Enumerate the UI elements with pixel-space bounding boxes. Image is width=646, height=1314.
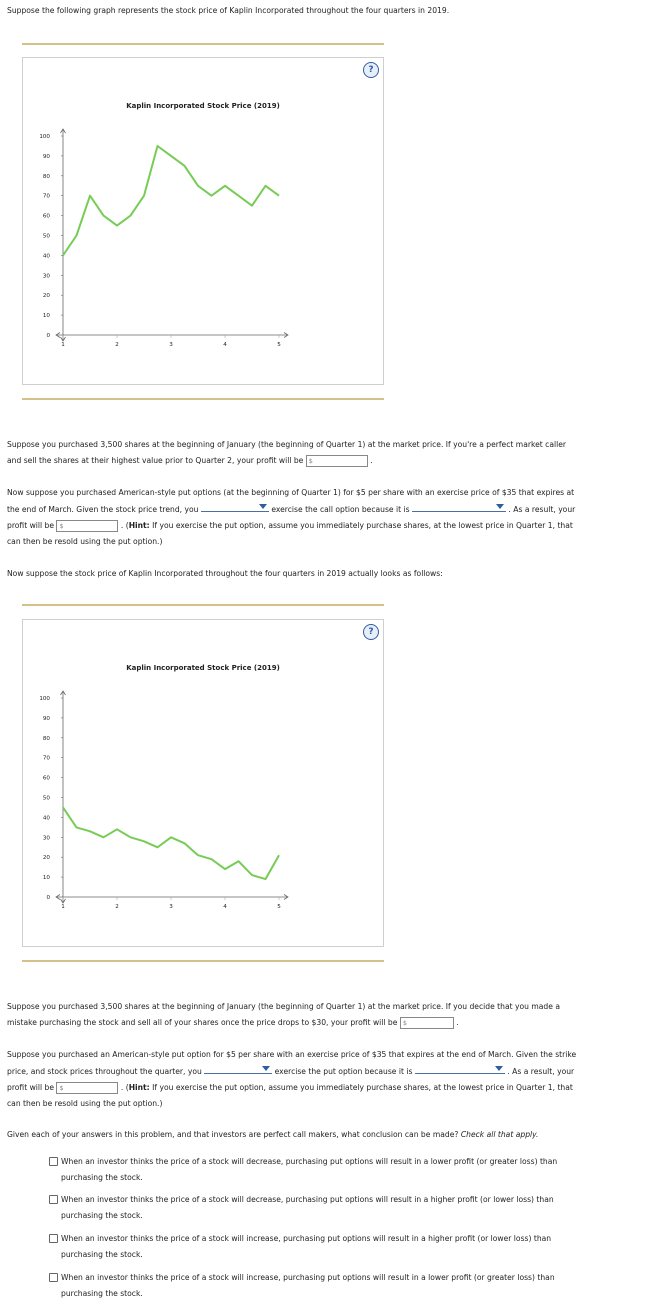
q3-text-a: Suppose you purchased 3,500 shares at the beginning of January (the beginning of Quarter 1) at the market price. If you decide that you made a xyxy=(7,1002,560,1011)
chart-panel-1 xyxy=(22,57,384,385)
conclusion-prompt xyxy=(7,1127,627,1143)
dollar-sign: $ xyxy=(59,1084,64,1092)
q2-moneyness-dropdown[interactable] xyxy=(412,501,506,512)
x-tick-label: 4 xyxy=(223,342,227,348)
q4-hint: . (Hint: If you exercise the put option, assume you immediately purchase shares, at the lowest price in Quarter 1, that xyxy=(120,1083,573,1092)
y-tick-label: 70 xyxy=(42,193,50,200)
q3-text-c: . xyxy=(456,1018,459,1027)
q4-text-c: exercise the put option because it is xyxy=(274,1067,413,1076)
chevron-down-icon xyxy=(495,1066,503,1071)
q1-text-a: Suppose you purchased 3,500 shares at the beginning of January (the beginning of Quarter 1) at the market price. If you're a perfect market caller xyxy=(7,440,567,449)
question-1 xyxy=(7,437,627,469)
x-tick-label: 3 xyxy=(169,904,173,910)
option-text: purchasing the stock. xyxy=(61,1211,143,1220)
option-1[interactable] xyxy=(61,1154,591,1186)
option-2[interactable] xyxy=(61,1192,591,1224)
q2-text-e: profit will be xyxy=(7,521,55,530)
option-text: When an investor thinks the price of a stock will decrease, purchasing put options will result in a lower profit (or greater loss) than xyxy=(61,1157,558,1166)
hint-text: If you exercise the put option, assume you immediately purchase shares, at the lowest price in Quarter 1, that xyxy=(152,1083,573,1092)
q1-text-c: . xyxy=(370,456,373,465)
price-chart-1 xyxy=(23,58,383,384)
checkbox[interactable] xyxy=(49,1273,58,1282)
chart-panel-2 xyxy=(22,619,384,947)
q2-text-d: . As a result, your xyxy=(508,505,576,514)
option-4[interactable] xyxy=(61,1270,591,1302)
chart-title: Kaplin Incorporated Stock Price (2019) xyxy=(126,664,280,672)
help-button[interactable]: ? xyxy=(363,62,379,78)
option-text: purchasing the stock. xyxy=(61,1289,143,1298)
option-text: When an investor thinks the price of a stock will increase, purchasing put options will result in a higher profit (or lower loss) than xyxy=(61,1234,552,1243)
q4-exercise-dropdown[interactable] xyxy=(204,1063,272,1074)
y-tick-label: 70 xyxy=(42,755,50,762)
y-tick-label: 40 xyxy=(42,253,50,260)
option-text: When an investor thinks the price of a stock will increase, purchasing put options will result in a lower profit (or greater loss) than xyxy=(61,1273,555,1282)
y-tick-label: 80 xyxy=(42,735,50,742)
price-line xyxy=(63,146,279,255)
option-text: purchasing the stock. xyxy=(61,1250,143,1259)
checkbox[interactable] xyxy=(49,1234,58,1243)
question-3 xyxy=(7,999,627,1031)
help-button[interactable]: ? xyxy=(363,624,379,640)
q4-text-e: profit will be xyxy=(7,1083,55,1092)
y-tick-label: 40 xyxy=(42,815,50,822)
hint-label: Hint: xyxy=(128,1083,150,1092)
y-tick-label: 60 xyxy=(42,775,50,782)
q1-text-b: and sell the shares at their highest value prior to Quarter 2, your profit will be xyxy=(7,456,304,465)
actual-intro-text: Now suppose the stock price of Kaplin Incorporated throughout the four quarters in 2019 actually looks as follows: xyxy=(7,569,443,578)
y-tick-label: 100 xyxy=(39,696,50,702)
divider-line xyxy=(22,398,384,400)
x-tick-label: 2 xyxy=(115,904,119,910)
x-tick-label: 1 xyxy=(61,904,65,910)
y-tick-label: 30 xyxy=(42,273,50,280)
q2-text-b: the end of March. Given the stock price trend, you xyxy=(7,505,199,514)
intro-text: Suppose the following graph represents the stock price of Kaplin Incorporated throughout the four quarters in 2019. xyxy=(7,6,450,15)
q1-profit-input[interactable] xyxy=(306,455,368,467)
x-tick-label: 3 xyxy=(169,342,173,348)
y-tick-label: 90 xyxy=(42,715,50,722)
x-tick-label: 1 xyxy=(61,342,65,348)
y-tick-label: 100 xyxy=(39,134,50,140)
divider-line xyxy=(22,43,384,45)
dollar-sign: $ xyxy=(308,457,313,465)
x-tick-label: 5 xyxy=(277,904,281,910)
y-tick-label: 0 xyxy=(46,333,50,339)
q4-text-a: Suppose you purchased an American-style put option for $5 per share with an exercise price of $35 that expires at the end of March. Given the strike xyxy=(7,1050,577,1059)
dollar-sign: $ xyxy=(59,522,64,530)
question-4 xyxy=(7,1047,627,1112)
instruction-text: Check all that apply. xyxy=(460,1130,539,1139)
question-2 xyxy=(7,485,627,550)
q4-text-f: can then be resold using the put option.) xyxy=(7,1099,163,1108)
divider-line xyxy=(22,604,384,606)
chevron-down-icon xyxy=(262,1066,270,1071)
q2-text-a: Now suppose you purchased American-style put options (at the beginning of Quarter 1) for $5 per share with an exercise price of $35 that expires at xyxy=(7,488,575,497)
q2-hint: . (Hint: If you exercise the put option, assume you immediately purchase shares, at the lowest price in Quarter 1, that xyxy=(120,521,573,530)
price-chart-2 xyxy=(23,620,383,946)
dollar-sign: $ xyxy=(402,1019,407,1027)
y-tick-label: 80 xyxy=(42,173,50,180)
q4-text-d: . As a result, your xyxy=(507,1067,575,1076)
y-tick-label: 0 xyxy=(46,895,50,901)
checkbox[interactable] xyxy=(49,1157,58,1166)
x-tick-label: 4 xyxy=(223,904,227,910)
q2-text-c: exercise the call option because it is xyxy=(271,505,410,514)
q4-text-b: price, and stock prices throughout the quarter, you xyxy=(7,1067,202,1076)
option-text: When an investor thinks the price of a stock will decrease, purchasing put options will result in a higher profit (or lower loss) than xyxy=(61,1195,554,1204)
chart-title: Kaplin Incorporated Stock Price (2019) xyxy=(126,102,280,110)
q3-profit-input[interactable] xyxy=(400,1017,454,1029)
y-tick-label: 20 xyxy=(42,855,50,862)
y-tick-label: 60 xyxy=(42,213,50,220)
q2-text-f: can then be resold using the put option.) xyxy=(7,537,163,546)
y-tick-label: 20 xyxy=(42,293,50,300)
option-text: purchasing the stock. xyxy=(61,1173,143,1182)
x-tick-label: 2 xyxy=(115,342,119,348)
y-tick-label: 10 xyxy=(42,875,50,882)
q2-profit-input[interactable] xyxy=(56,520,118,532)
hint-label: Hint: xyxy=(128,521,150,530)
divider-line xyxy=(22,960,384,962)
checkbox[interactable] xyxy=(49,1195,58,1204)
chevron-down-icon xyxy=(259,504,267,509)
q4-profit-input[interactable] xyxy=(56,1082,118,1094)
y-tick-label: 50 xyxy=(42,795,50,802)
chevron-down-icon xyxy=(496,504,504,509)
y-tick-label: 90 xyxy=(42,153,50,160)
y-tick-label: 50 xyxy=(42,233,50,240)
q3-text-b: mistake purchasing the stock and sell all of your shares once the price drops to $30, your profit will be xyxy=(7,1018,398,1027)
prompt-text: Given each of your answers in this problem, and that investors are perfect call makers, what conclusion can be made? xyxy=(7,1130,459,1139)
q4-moneyness-dropdown[interactable] xyxy=(415,1063,505,1074)
hint-text: If you exercise the put option, assume you immediately purchase shares, at the lowest price in Quarter 1, that xyxy=(152,521,573,530)
y-tick-label: 30 xyxy=(42,835,50,842)
q2-exercise-dropdown[interactable] xyxy=(201,501,269,512)
x-tick-label: 5 xyxy=(277,342,281,348)
price-line xyxy=(63,807,279,879)
y-tick-label: 10 xyxy=(42,313,50,320)
option-3[interactable] xyxy=(61,1231,591,1263)
